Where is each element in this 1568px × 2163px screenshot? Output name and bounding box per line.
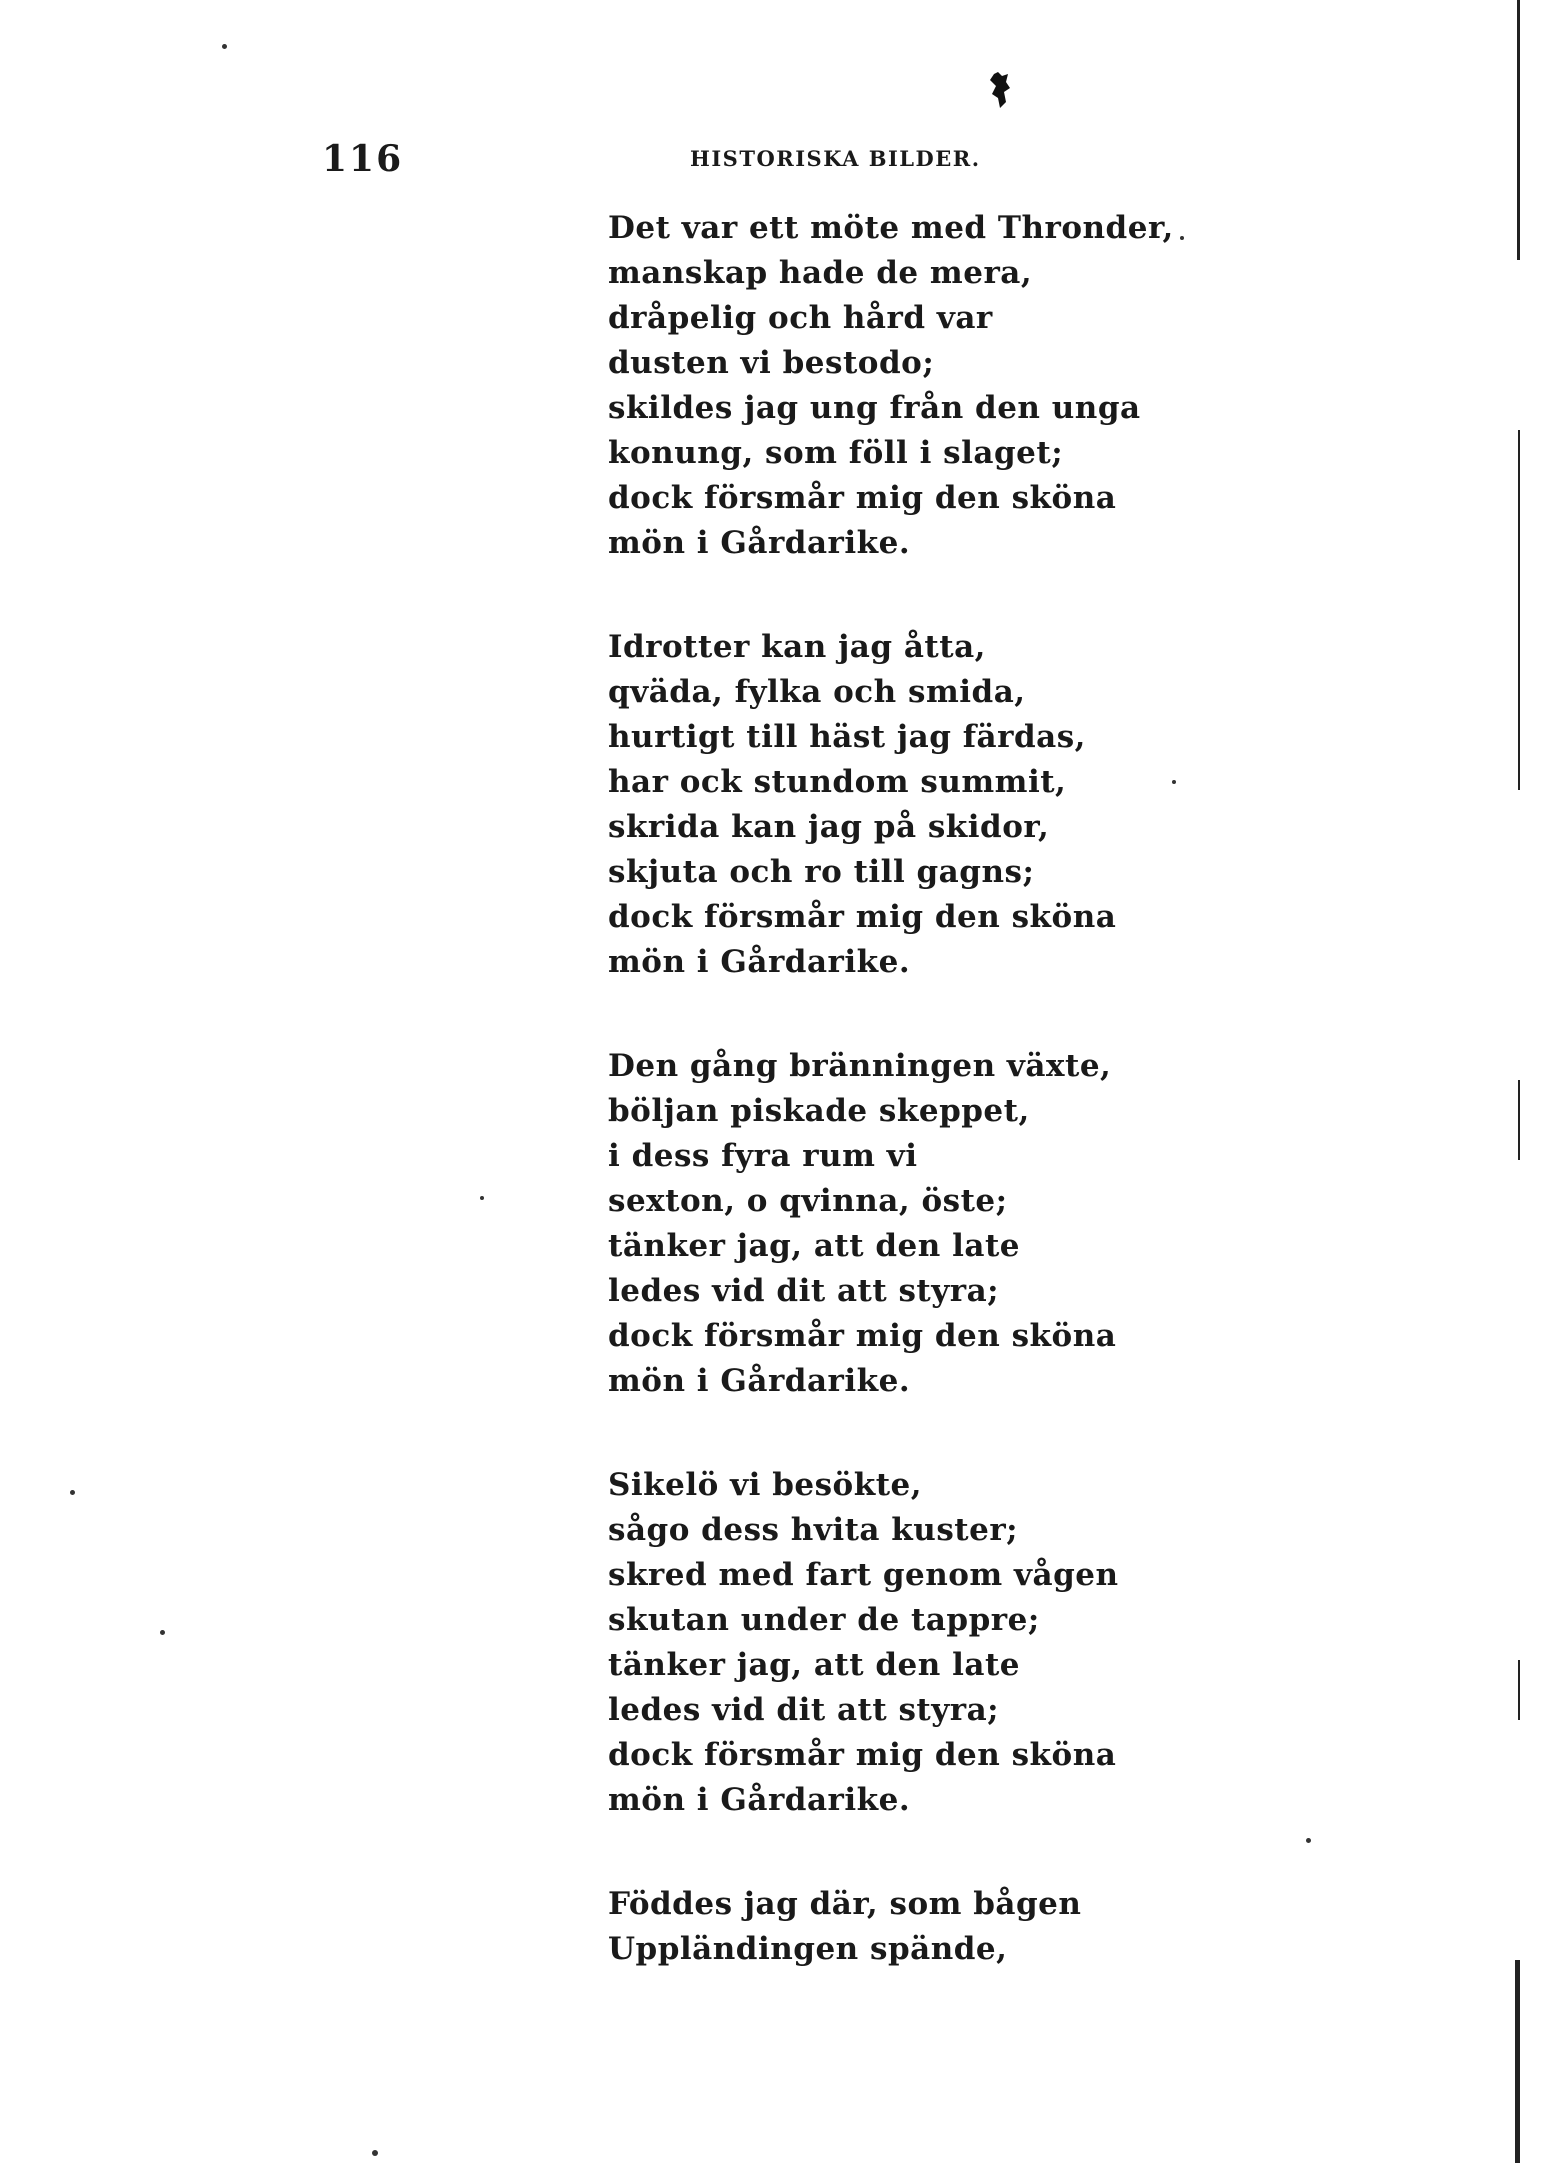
poem-line: sexton, o qvinna, öste; [608,1183,1008,1219]
poem-line: Uppländingen spände, [608,1931,1008,1967]
poem-line: dock försmår mig den sköna [608,899,1117,935]
paper-speck [70,1490,75,1495]
page-edge-shadow [1518,1660,1520,1720]
paper-speck [480,1196,484,1200]
poem-line: tänker jag, att den late [608,1647,1020,1683]
poem-line: hurtigt till häst jag färdas, [608,719,1086,755]
poem-line: skred med fart genom vågen [608,1557,1119,1593]
poem-line: Sikelö vi besökte, [608,1467,923,1503]
poem-line: Föddes jag där, som bågen [608,1886,1082,1922]
poem-line: qväda, fylka och smida, [608,674,1026,710]
paper-speck [1306,1838,1311,1843]
poem-line: har ock stundom summit, [608,764,1067,800]
poem [608,206,1228,2031]
poem-line: dock försmår mig den sköna [608,1318,1117,1354]
poem-line: mön i Gårdarike. [608,525,911,561]
paper-speck [1172,780,1176,784]
poem-line: skrida kan jag på skidor, [608,809,1050,845]
poem-line: dråpelig och hård var [608,300,993,336]
poem-line: dock försmår mig den sköna [608,1737,1117,1773]
page-edge-shadow [1518,1080,1520,1160]
poem-line: böljan piskade skeppet, [608,1093,1030,1129]
poem-line: dusten vi bestodo; [608,345,935,381]
poem-line: Idrotter kan jag åtta, [608,629,986,665]
poem-line: tänker jag, att den late [608,1228,1020,1264]
stanza [608,1044,1228,1404]
stanza [608,1463,1228,1823]
stanza [608,206,1228,566]
poem-line: dock försmår mig den sköna [608,480,1117,516]
poem-line: ledes vid dit att styra; [608,1273,1000,1309]
page-edge-shadow [1518,430,1520,790]
poem-line: manskap hade de mera, [608,255,1033,291]
poem-line: konung, som föll i slaget; [608,435,1064,471]
poem-line: ledes vid dit att styra; [608,1692,1000,1728]
poem-line: sågo dess hvita kuster; [608,1512,1019,1548]
page-edge-shadow [1515,1960,1520,2163]
stanza [608,1882,1228,1972]
poem-line: skjuta och ro till gagns; [608,854,1035,890]
stanza [608,625,1228,985]
poem-line: skutan under de tappre; [608,1602,1040,1638]
paper-speck [372,2150,378,2156]
page-number: 116 [322,138,404,180]
poem-line: skildes jag ung från den unga [608,390,1141,426]
poem-line: Den gång bränningen växte, [608,1048,1112,1084]
poem-line: i dess fyra rum vi [608,1138,918,1174]
poem-line: Det var ett möte med Thronder, [608,210,1174,246]
poem-line: mön i Gårdarike. [608,944,911,980]
running-head: HISTORISKA BILDER. [690,146,981,171]
paper-speck [1180,236,1184,240]
poem-line: mön i Gårdarike. [608,1363,911,1399]
ink-blot-icon [988,70,1014,110]
paper-speck [222,44,227,49]
poem-line: mön i Gårdarike. [608,1782,911,1818]
paper-speck [160,1630,165,1635]
page-edge-shadow [1517,0,1520,260]
